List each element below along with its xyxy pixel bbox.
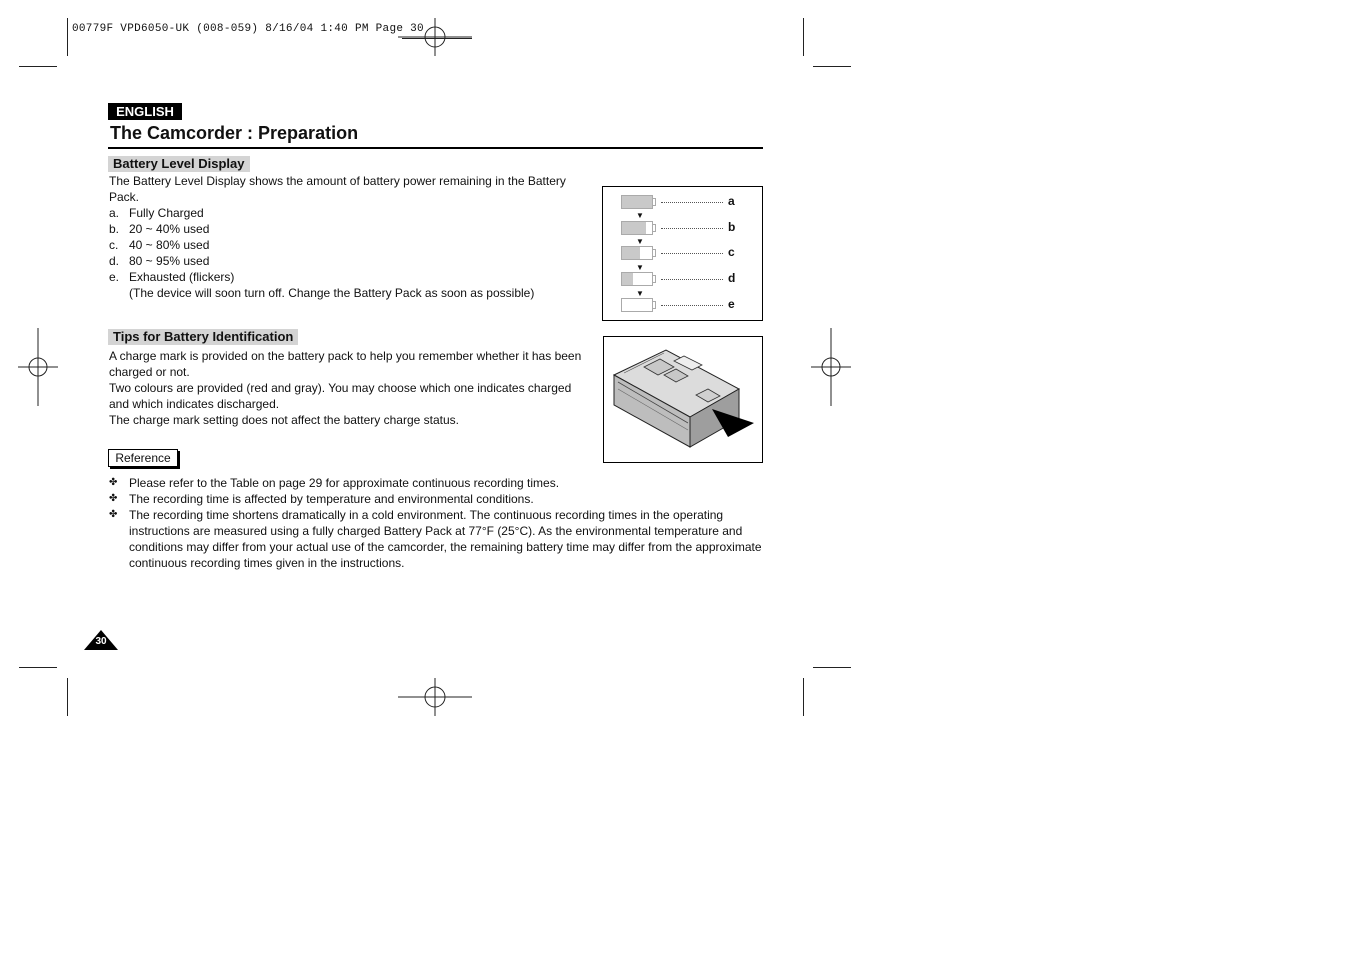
down-arrow-icon: ▼ xyxy=(636,289,644,298)
tips-paragraph: The charge mark setting does not affect the battery charge status. xyxy=(109,413,459,427)
battery-level-label: a xyxy=(728,194,735,208)
bullet-text: Please refer to the Table on page 29 for approximate continuous recording times. xyxy=(129,476,560,490)
battery-pack-illustration xyxy=(604,337,762,462)
battery-level-heading: Battery Level Display xyxy=(108,156,250,172)
list-item xyxy=(109,475,764,491)
slug-underline xyxy=(402,38,472,39)
list-text: Fully Charged xyxy=(129,206,204,220)
bullet-text: The recording time is affected by temperature and environmental conditions. xyxy=(129,492,534,506)
bullet-icon: ✤ xyxy=(109,509,118,520)
battery-level-row-d xyxy=(621,272,761,286)
list-text: 40 ~ 80% used xyxy=(129,238,210,252)
battery-level-row-c xyxy=(621,246,761,260)
list-letter: b. xyxy=(109,222,120,236)
language-badge: ENGLISH xyxy=(108,103,182,120)
tips-heading: Tips for Battery Identification xyxy=(108,329,298,345)
list-item xyxy=(109,205,534,221)
page-number-badge xyxy=(84,630,118,650)
battery-icon xyxy=(621,298,653,312)
list-text: Exhausted (flickers) xyxy=(129,270,235,284)
battery-level-label: e xyxy=(728,297,735,311)
battery-level-list xyxy=(109,205,534,301)
registration-target-bottom xyxy=(396,678,476,718)
list-letter: c. xyxy=(109,238,119,252)
tips-body xyxy=(109,348,587,428)
down-arrow-icon: ▼ xyxy=(636,237,644,246)
reference-bullets xyxy=(109,475,764,571)
battery-levels-figure xyxy=(602,186,763,321)
tips-paragraph: A charge mark is provided on the battery pack to help you remember whether it has been charged or not. xyxy=(109,349,582,379)
battery-level-row-b xyxy=(621,221,761,235)
battery-level-label: c xyxy=(728,245,735,259)
battery-level-label: d xyxy=(728,271,736,285)
list-item xyxy=(109,253,534,269)
registration-target-left xyxy=(18,328,60,408)
battery-icon xyxy=(621,272,653,286)
battery-level-note: (The device will soon turn off. Change the Battery Pack as soon as possible) xyxy=(129,286,535,300)
print-slug: 00779F VPD6050-UK (008-059) 8/16/04 1:40 PM Page 30 xyxy=(72,23,424,35)
tips-paragraph: Two colours are provided (red and gray). You may choose which one indicates charged and which indicates discharged. xyxy=(109,381,572,411)
title-rule xyxy=(108,147,763,149)
registration-target-right xyxy=(811,328,853,408)
list-item xyxy=(109,269,534,285)
battery-level-label: b xyxy=(728,220,736,234)
down-arrow-icon: ▼ xyxy=(636,263,644,272)
list-text: 20 ~ 40% used xyxy=(129,222,210,236)
down-arrow-icon: ▼ xyxy=(636,211,644,220)
page-title: The Camcorder : Preparation xyxy=(110,123,359,143)
battery-icon xyxy=(621,195,653,209)
list-letter: d. xyxy=(109,254,120,268)
battery-icon xyxy=(621,221,653,235)
list-letter: a. xyxy=(109,206,120,220)
list-text: 80 ~ 95% used xyxy=(129,254,210,268)
battery-level-row-e xyxy=(621,298,761,312)
battery-level-intro: The Battery Level Display shows the amount of battery power remaining in the Battery Pack. xyxy=(109,174,566,204)
list-item xyxy=(109,507,764,571)
bullet-icon: ✤ xyxy=(109,493,118,504)
list-item xyxy=(109,491,764,507)
bullet-text: The recording time shortens dramatically in a cold environment. The continuous recording times in the operating instructions are measured using a fully charged Battery Pack at 77°F (25°C). As the environmental temperature and conditions may differ from your actual use of the camcorder, the remaining battery time may differ from the approximate continuous recording times given in the instructions. xyxy=(129,508,762,570)
battery-icon xyxy=(621,246,653,260)
page-number: 30 xyxy=(95,636,107,647)
list-item xyxy=(109,237,534,253)
list-item xyxy=(109,221,534,237)
list-letter: e. xyxy=(109,270,120,284)
battery-pack-figure xyxy=(603,336,763,463)
bullet-icon: ✤ xyxy=(109,477,118,488)
reference-label: Reference xyxy=(108,449,178,467)
battery-level-row-a xyxy=(621,195,761,209)
